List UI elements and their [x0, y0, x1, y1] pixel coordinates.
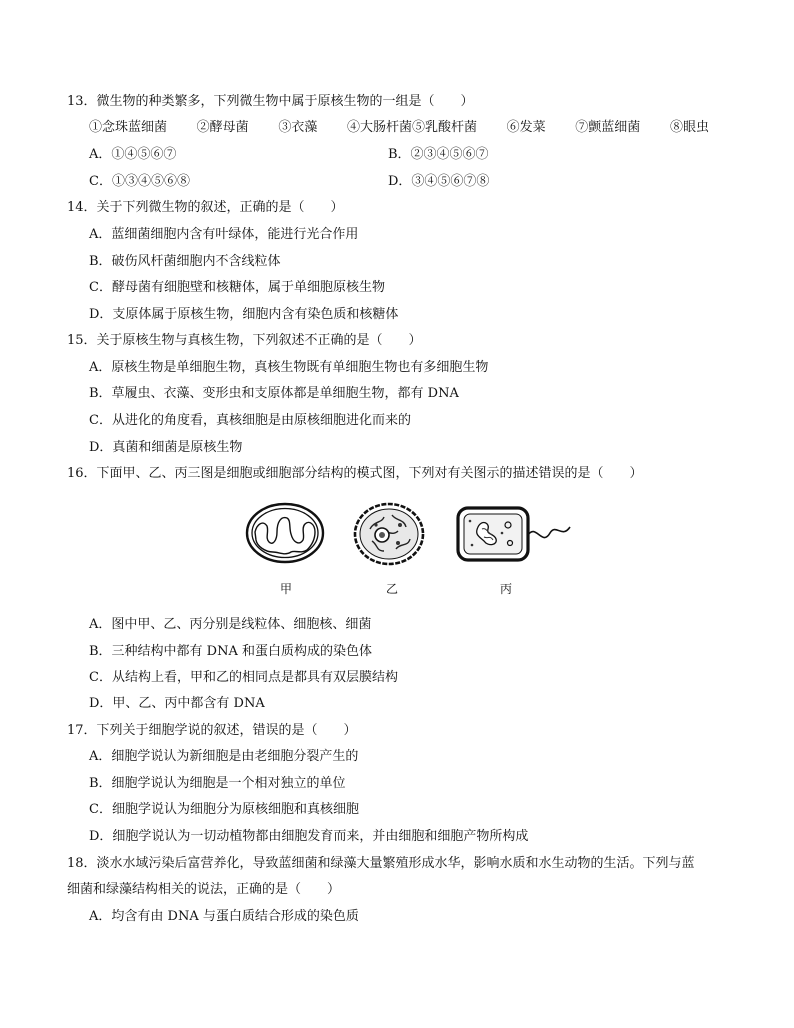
q14-option-c[interactable]: C．酵母菌有细胞壁和核糖体，属于单细胞原核生物 [89, 280, 385, 295]
nucleus-figure [352, 501, 426, 567]
organism-item: ①念珠蓝细菌 [89, 120, 168, 135]
figure-label-bing: 丙 [500, 582, 513, 596]
organism-item: ⑥发菜 [506, 120, 546, 135]
question-17-stem: 17．下列关于细胞学说的叙述，错误的是（ ） [67, 723, 357, 738]
q15-option-d[interactable]: D．真菌和细菌是原核生物 [89, 440, 243, 455]
q17-option-d[interactable]: D．细胞学说认为一切动植物都由细胞发育而来，并由细胞和细胞产物所构成 [89, 829, 529, 844]
question-18-stem-line2: 细菌和绿藻结构相关的说法，正确的是（ ） [67, 882, 341, 897]
mitochondrion-figure [245, 502, 325, 564]
q17-option-b[interactable]: B．细胞学说认为细胞是一个相对独立的单位 [89, 776, 346, 791]
q13-option-c[interactable]: C．①③④⑤⑥⑧ [89, 174, 190, 189]
figure-label-jia: 甲 [280, 582, 293, 596]
bacterium-figure [456, 505, 574, 565]
q14-option-b[interactable]: B．破伤风杆菌细胞内不含线粒体 [89, 254, 281, 269]
figure-label-yi: 乙 [386, 582, 399, 596]
organism-item: ②酵母菌 [196, 120, 249, 135]
q18-option-a[interactable]: A．均含有由 DNA 与蛋白质结合形成的染色质 [89, 909, 359, 924]
q15-option-c[interactable]: C．从进化的角度看，真核细胞是由原核细胞进化而来的 [89, 413, 411, 428]
q15-option-b[interactable]: B．草履虫、衣藻、变形虫和支原体都是单细胞生物，都有 DNA [89, 386, 459, 401]
q14-option-a[interactable]: A．蓝细菌细胞内含有叶绿体，能进行光合作用 [89, 227, 359, 242]
q13-option-a[interactable]: A．①④⑤⑥⑦ [89, 147, 177, 162]
q17-option-c[interactable]: C．细胞学说认为细胞分为原核细胞和真核细胞 [89, 802, 359, 817]
question-14-stem: 14．关于下列微生物的叙述，正确的是（ ） [67, 200, 344, 215]
q15-option-a[interactable]: A．原核生物是单细胞生物，真核生物既有单细胞生物也有多细胞生物 [89, 360, 489, 375]
question-15-stem: 15．关于原核生物与真核生物，下列叙述不正确的是（ ） [67, 333, 422, 348]
q16-option-c[interactable]: C．从结构上看，甲和乙的相同点是都具有双层膜结构 [89, 670, 398, 685]
q14-option-d[interactable]: D．支原体属于原核生物，细胞内含有染色质和核糖体 [89, 307, 399, 322]
q13-option-d[interactable]: D．③④⑤⑥⑦⑧ [388, 174, 490, 189]
question-16-stem: 16．下面甲、乙、丙三图是细胞或细胞部分结构的模式图，下列对有关图示的描述错误的是（ ） [67, 466, 643, 481]
q16-option-b[interactable]: B．三种结构中都有 DNA 和蛋白质构成的染色体 [89, 644, 373, 659]
question-13-stem: 13．微生物的种类繁多，下列微生物中属于原核生物的一组是（ ） [67, 94, 474, 109]
q13-option-b[interactable]: B．②③④⑤⑥⑦ [388, 147, 489, 162]
question-18-stem-line1: 18．淡水水域污染后富营养化，导致蓝细菌和绿藻大量繁殖形成水华，影响水质和水生动物的生活。下列与蓝 [67, 856, 695, 871]
q16-option-a[interactable]: A．图中甲、乙、丙分别是线粒体、细胞核、细菌 [89, 617, 372, 632]
organism-item: ④大肠杆菌⑤乳酸杆菌 [346, 120, 477, 135]
organism-item: ⑧眼虫 [669, 120, 709, 135]
question-13-organism-list [89, 118, 709, 138]
organism-item: ⑦颤蓝细菌 [575, 120, 641, 135]
q16-option-d[interactable]: D．甲、乙、丙中都含有 DNA [89, 696, 265, 711]
q17-option-a[interactable]: A．细胞学说认为新细胞是由老细胞分裂产生的 [89, 749, 359, 764]
organism-item: ③衣藻 [278, 120, 318, 135]
